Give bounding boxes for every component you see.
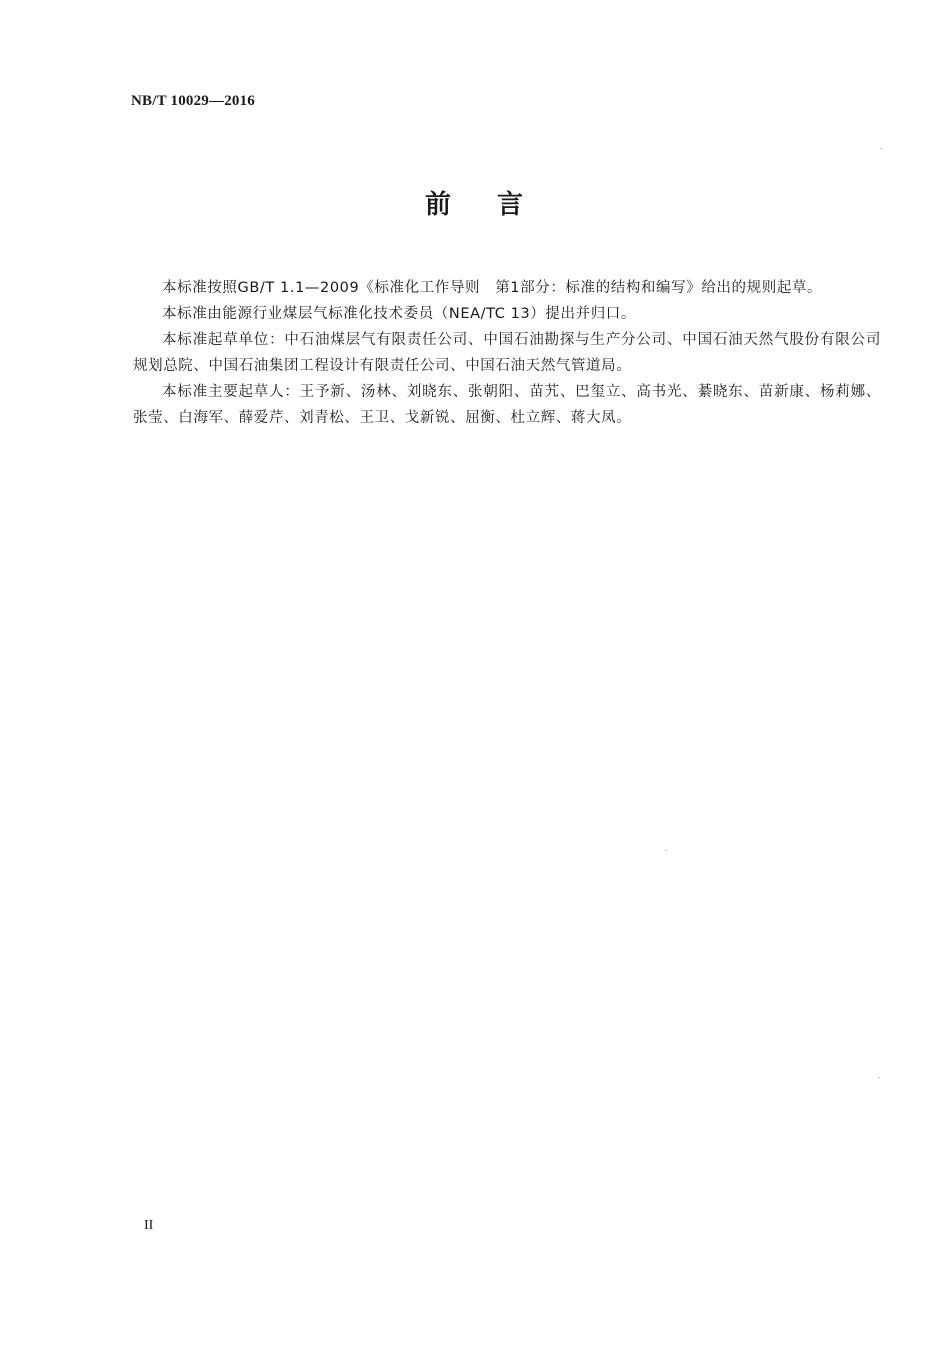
standard-code-header: NB/T 10029—2016 <box>131 93 255 109</box>
paragraph-committee: 本标准由能源行业煤层气标准化技术委员（NEA/TC 13）提出并归口。 <box>162 306 637 322</box>
page-number: II <box>144 1218 154 1233</box>
foreword-body <box>133 275 881 431</box>
title-char-2: 言 <box>497 190 526 220</box>
title-char-1: 前 <box>424 190 453 220</box>
scan-speck <box>665 850 667 851</box>
page-title <box>0 184 950 221</box>
paragraph-drafters: 本标准主要起草人：王予新、汤林、刘晓东、张朝阳、苗艽、巴玺立、高书光、綦晓东、苗新康、杨莉娜、张莹、白海军、薛爱芹、刘青松、王卫、戈新锐、屈衡、杜立辉、蒋大凤。 <box>133 384 881 426</box>
paragraph-drafting-units: 本标准起草单位：中石油煤层气有限责任公司、中国石油勘探与生产分公司、中国石油天然气股份有限公司规划总院、中国石油集团工程设计有限责任公司、中国石油天然气管道局。 <box>133 332 881 374</box>
paragraph-drafting-rules: 本标准按照GB/T 1.1—2009《标准化工作导则 第1部分：标准的结构和编写》给出的规则起草。 <box>162 280 823 296</box>
scan-speck <box>878 1077 880 1078</box>
scan-speck <box>880 148 882 149</box>
